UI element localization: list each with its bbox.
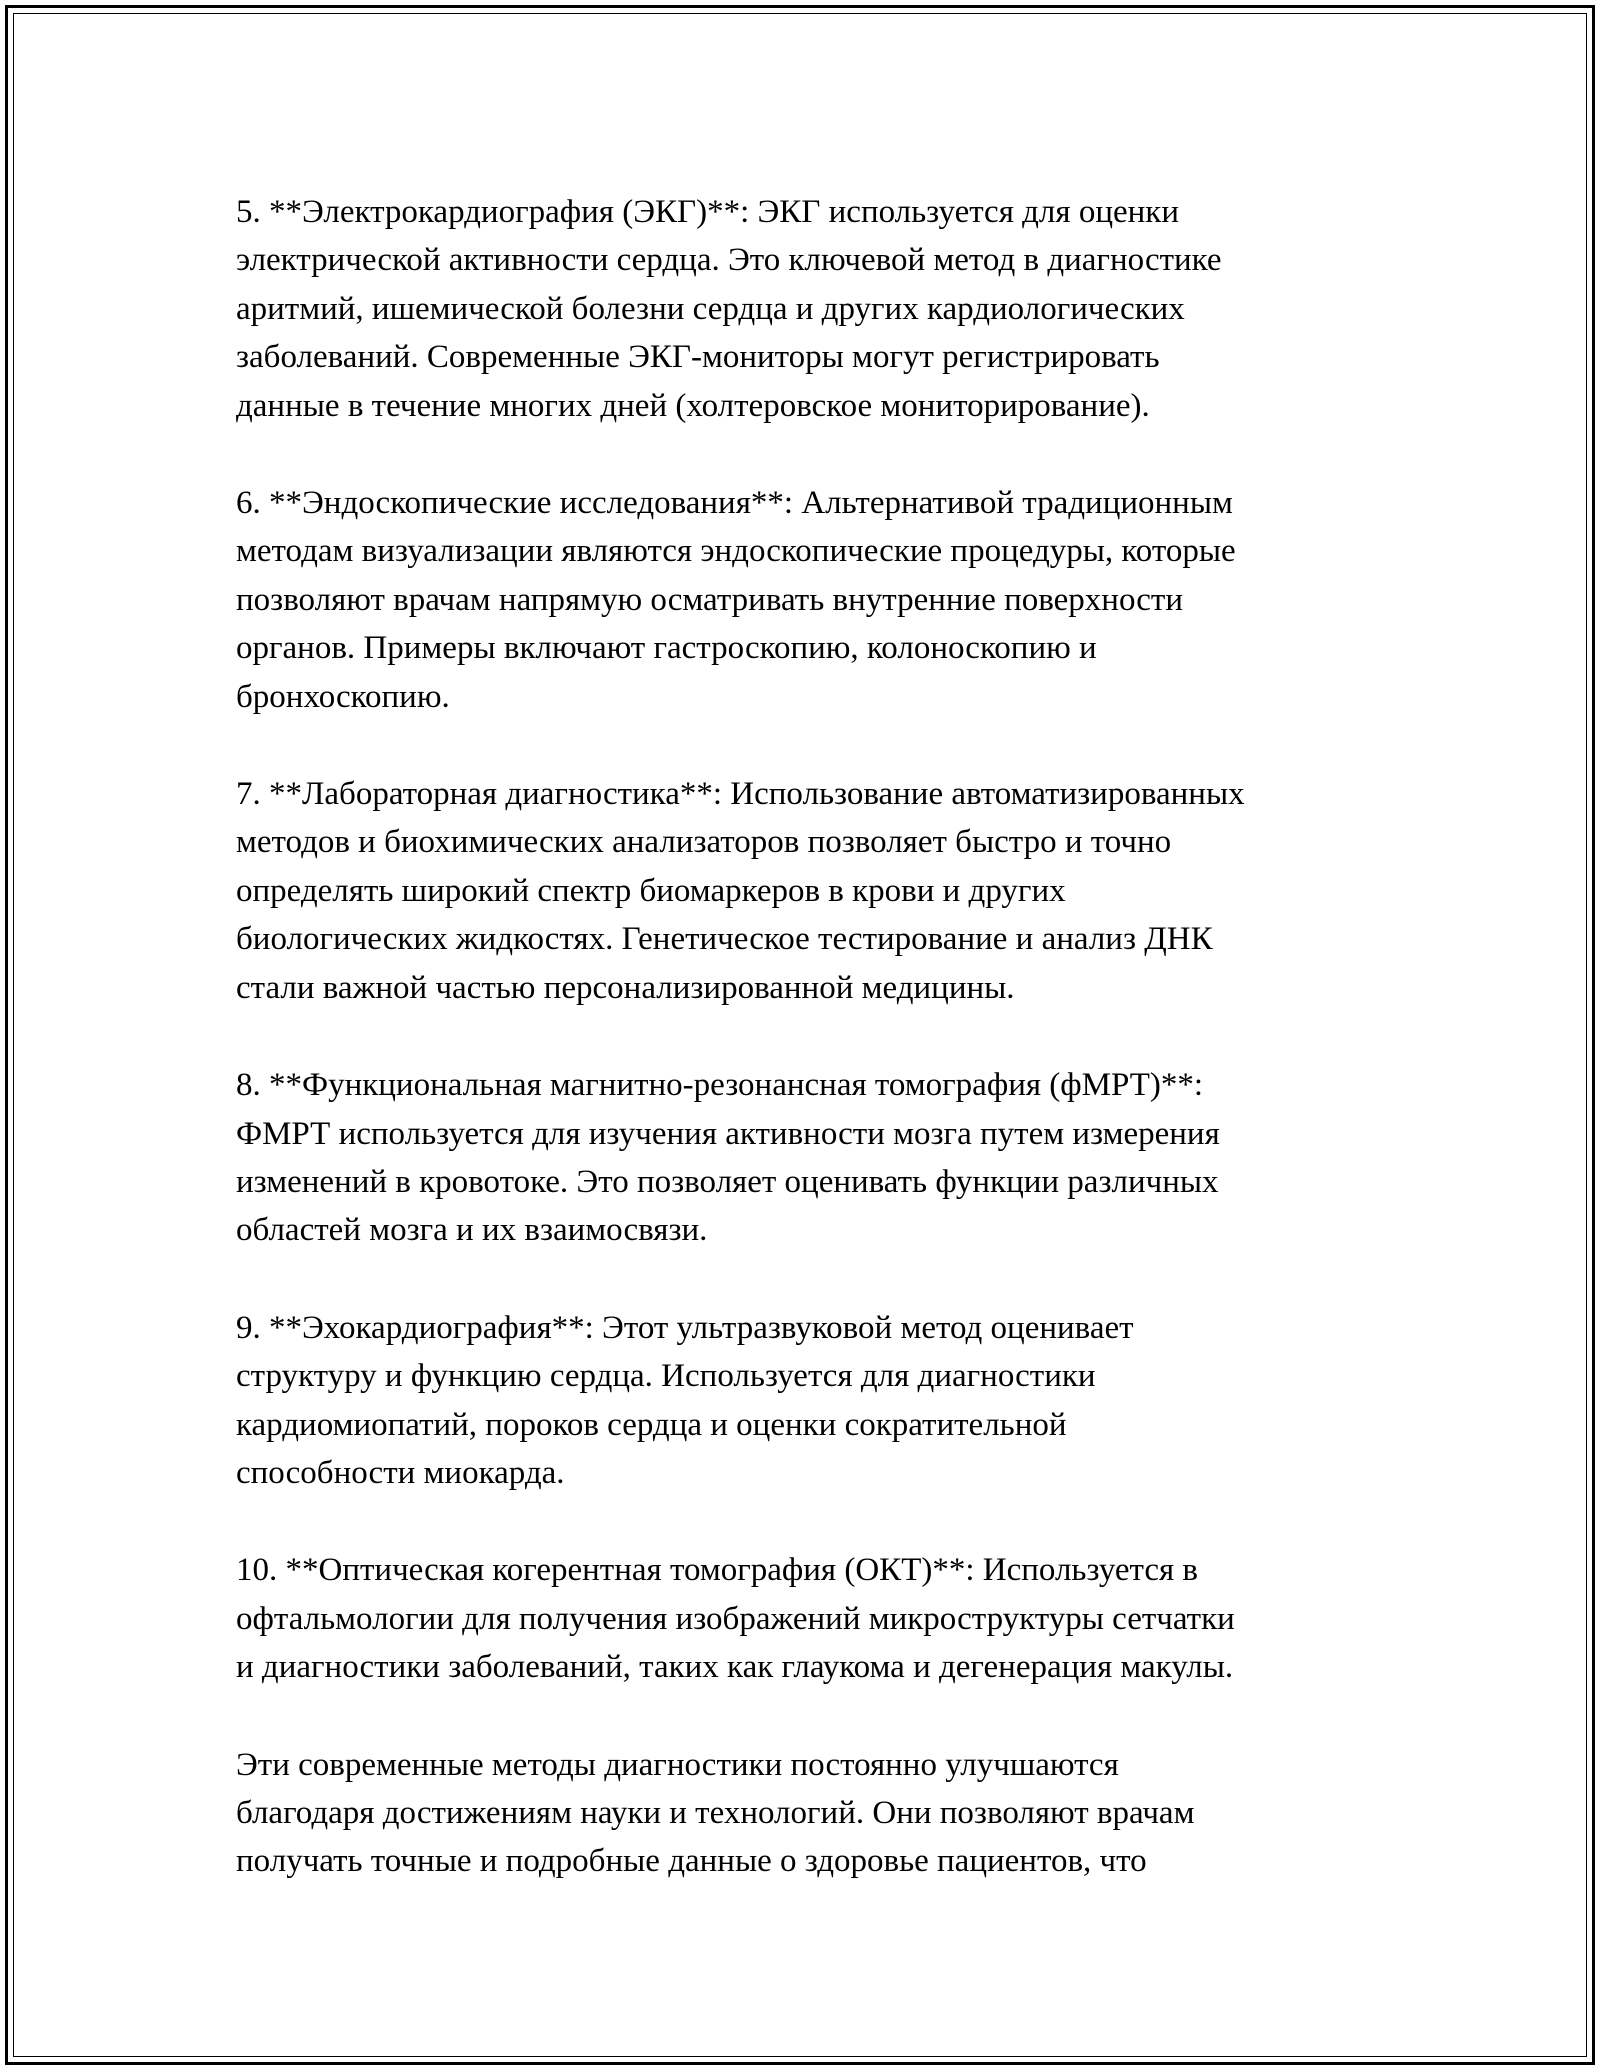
paragraph-laboratory: [236, 770, 1376, 1012]
text-line: изменений в кровотоке. Это позволяет оценивать функции различных: [236, 1163, 1219, 1200]
text-line: методам визуализации являются эндоскопические процедуры, которые: [236, 533, 1236, 570]
text-line: определять широкий спектр биомаркеров в крови и других: [236, 872, 1066, 909]
paragraph-oct: [236, 1546, 1376, 1691]
text-line: кардиомиопатий, пороков сердца и оценки сократительной: [236, 1406, 1067, 1443]
text-line: аритмий, ишемической болезни сердца и других кардиологических: [236, 290, 1185, 327]
paragraph-echocardiography: [236, 1304, 1376, 1498]
text-line: органов. Примеры включают гастроскопию, колоноскопию и: [236, 630, 1097, 667]
text-line: 9. **Эхокардиография**: Этот ультразвуковой метод оценивает: [236, 1309, 1134, 1346]
text-line: 8. **Функциональная магнитно-резонансная томография (фМРТ)**:: [236, 1067, 1204, 1104]
text-line: стали важной частью персонализированной медицины.: [236, 969, 1015, 1006]
text-line: Эти современные методы диагностики постоянно улучшаются: [236, 1746, 1119, 1783]
text-line: благодаря достижениям науки и технологий. Они позволяют врачам: [236, 1794, 1195, 1831]
text-line: 5. **Электрокардиография (ЭКГ)**: ЭКГ используется для оценки: [236, 194, 1179, 230]
text-line: позволяют врачам напрямую осматривать внутренние поверхности: [236, 581, 1183, 618]
text-line: заболеваний. Современные ЭКГ-мониторы могут регистрировать: [236, 339, 1160, 376]
text-line: способности миокарда.: [236, 1454, 565, 1491]
paragraph-conclusion: [236, 1741, 1376, 1886]
text-line: методов и биохимических анализаторов позволяет быстро и точно: [236, 824, 1172, 861]
text-line: данные в течение многих дней (холтеровское мониторирование).: [236, 387, 1150, 424]
text-line: и диагностики заболеваний, таких как глаукома и дегенерация макулы.: [236, 1649, 1234, 1686]
text-line: получать точные и подробные данные о здоровье пациентов, что: [236, 1843, 1147, 1880]
text-line: ФМРТ используется для изучения активности мозга путем измерения: [236, 1115, 1220, 1152]
text-line: бронхоскопию.: [236, 678, 450, 715]
text-line: электрической активности сердца. Это ключевой метод в диагностике: [236, 242, 1222, 279]
text-line: офтальмологии для получения изображений микроструктуры сетчатки: [236, 1600, 1235, 1637]
text-line: 7. **Лабораторная диагностика**: Использование автоматизированных: [236, 776, 1245, 813]
text-line: 6. **Эндоскопические исследования**: Альтернативой традиционным: [236, 485, 1233, 522]
paragraph-endoscopy: [236, 479, 1376, 721]
text-line: областей мозга и их взаимосвязи.: [236, 1212, 708, 1249]
text-line: 10. **Оптическая когерентная томография (ОКТ)**: Используется в: [236, 1552, 1199, 1589]
document-body: [236, 188, 1376, 1935]
paragraph-fmri: [236, 1061, 1376, 1255]
text-line: биологических жидкостях. Генетическое тестирование и анализ ДНК: [236, 921, 1213, 958]
paragraph-ecg: [236, 188, 1376, 430]
text-line: структуру и функцию сердца. Используется для диагностики: [236, 1358, 1096, 1395]
